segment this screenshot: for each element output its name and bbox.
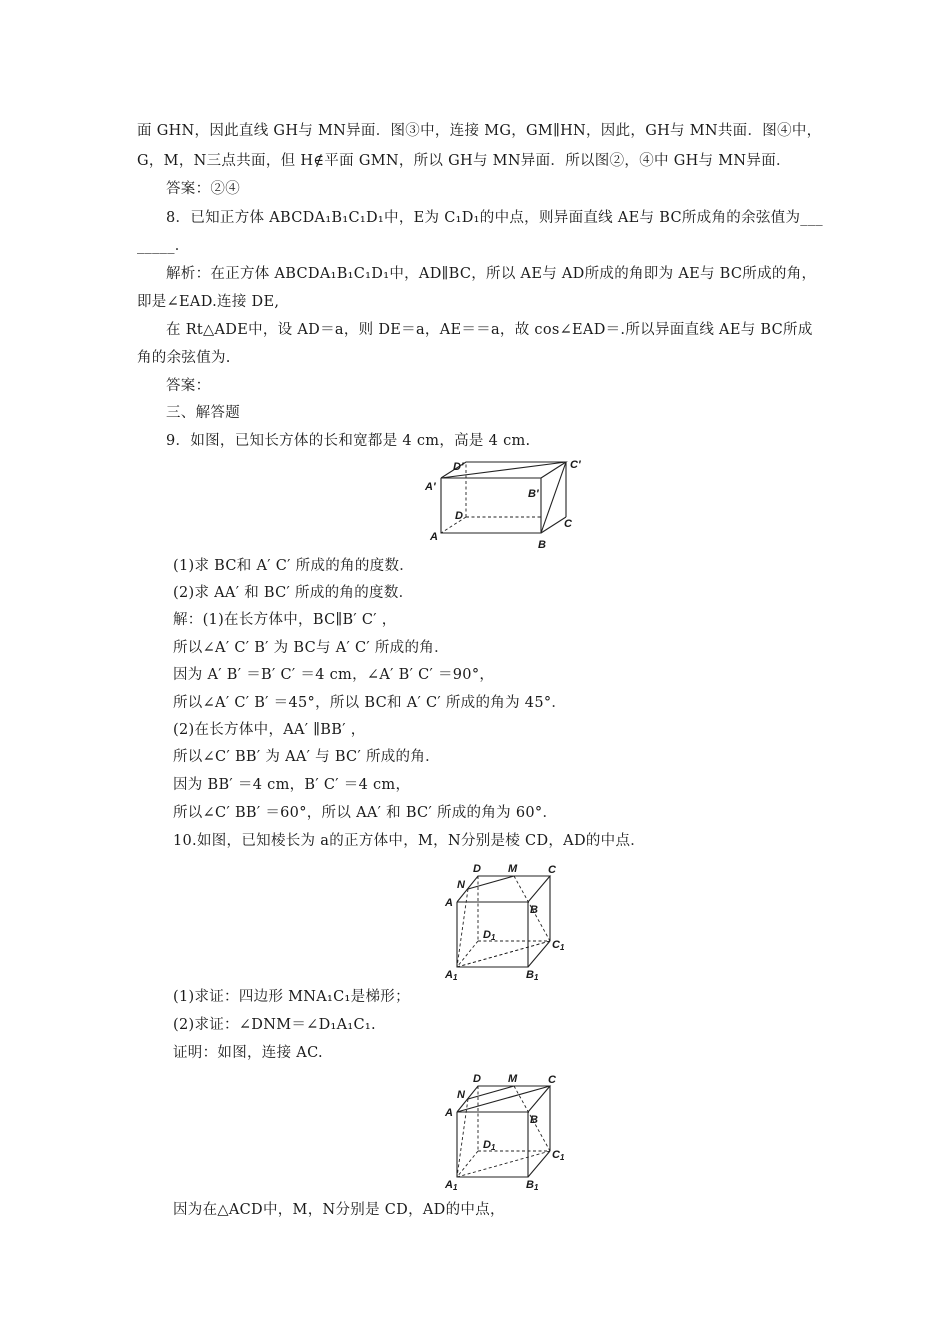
fig2-label: C (548, 864, 556, 876)
fig2-label: A (445, 969, 453, 981)
fig1-label: C′ (570, 459, 581, 471)
fig3-label-sub: 1 (534, 1183, 539, 1192)
fig3-label-sub: 1 (491, 1143, 496, 1152)
answer-line: 答案： (166, 378, 211, 394)
fig3-label: A (445, 1107, 453, 1119)
solution-line: 因为 BB′ ＝4 cm，B′ C′ ＝4 cm， (173, 777, 411, 793)
cube-figure (440, 858, 570, 986)
fig1-label: D (455, 510, 463, 522)
fig1-label: D′ (453, 461, 464, 473)
analysis-line: 解析：在正方体 ABCDA₁B₁C₁D₁中，AD∥BC，所以 AE与 AD所成的角即为 AE与 BC所成的角， (166, 266, 817, 282)
text-line: G，M，N三点共面，但 H∉平面 GMN，所以 GH与 MN异面．所以图②，④中 GH与 MN异面． (137, 153, 791, 169)
section-heading: 三、解答题 (166, 405, 240, 421)
fig2-label: D (483, 929, 491, 941)
fig1-label: C (564, 518, 572, 530)
fig1-label: B (538, 539, 546, 551)
fig2-label: N (457, 879, 465, 891)
fig2-label: B (526, 969, 534, 981)
cuboid-figure (420, 455, 590, 553)
question-9: 9．如图，已知长方体的长和宽都是 4 cm，高是 4 cm. (166, 433, 531, 449)
proof-line: 证明：如图，连接 AC. (173, 1045, 323, 1061)
fig3-label: C (548, 1074, 556, 1086)
proof-line: 因为在△ACD中，M，N分别是 CD，AD的中点， (173, 1202, 505, 1218)
solution-line: 因为 A′ B′ ＝B′ C′ ＝4 cm，∠A′ B′ C′ ＝90°， (173, 667, 495, 683)
question-10-part-2: (2)求证：∠DNM＝∠D₁A₁C₁. (173, 1017, 376, 1033)
fig2-label: B (530, 904, 538, 916)
fig3-label: M (508, 1073, 518, 1085)
solution-line: (2)在长方体中，AA′ ∥BB′ ， (173, 722, 366, 738)
fig2-label: A (445, 897, 453, 909)
question-9-part-1: (1)求 BC和 A′ C′ 所成的角的度数． (173, 558, 415, 574)
fig3-label-sub: 1 (560, 1153, 565, 1162)
fig3-label: C (552, 1149, 560, 1161)
text-line: 在 Rt△ADE中，设 AD＝a，则 DE＝a，AE＝＝a，故 cos∠EAD＝.所以异面直线 AE与 BC所成 (166, 322, 813, 338)
fig3-label: D (473, 1073, 481, 1085)
fig2-label-sub: 1 (453, 973, 458, 982)
fig3-label: D (483, 1139, 491, 1151)
fig3-label: B (526, 1179, 534, 1191)
text-line: 面 GHN，因此直线 GH与 MN异面．图③中，连接 MG，GM∥HN，因此，GH与 MN共面．图④中， (137, 123, 822, 139)
cube-figure-with-ac (440, 1068, 570, 1196)
fig2-label-sub: 1 (491, 933, 496, 942)
fig2-label-sub: 1 (534, 973, 539, 982)
fig3-label-sub: 1 (453, 1183, 458, 1192)
fig1-label: B′ (528, 488, 539, 500)
fig2-label-sub: 1 (560, 943, 565, 952)
question-10-part-1: (1)求证：四边形 MNA₁C₁是梯形； (173, 989, 410, 1005)
question-8: 8．已知正方体 ABCDA₁B₁C₁D₁中，E为 C₁D₁的中点，则异面直线 AE与 BC所成角的余弦值为___ (166, 210, 823, 226)
solution-line: 所以∠C′ BB′ ＝60°，所以 AA′ 和 BC′ 所成的角为 60°． (173, 805, 558, 821)
fig2-label: M (508, 863, 518, 875)
answer-line: 答案：②④ (166, 181, 240, 197)
solution-line: 解：(1)在长方体中，BC∥B′ C′ ， (173, 612, 397, 628)
solution-line: 所以∠A′ C′ B′ ＝45°，所以 BC和 A′ C′ 所成的角为 45°． (173, 695, 567, 711)
text-line: 即是∠EAD.连接 DE, (137, 294, 280, 310)
answer-blank: _____． (137, 238, 190, 254)
fig1-label: A (430, 531, 438, 543)
fig2-label: C (552, 939, 560, 951)
text-line: 角的余弦值为. (137, 350, 231, 366)
question-9-part-2: (2)求 AA′ 和 BC′ 所成的角的度数． (173, 585, 414, 601)
solution-line: 所以∠A′ C′ B′ 为 BC与 A′ C′ 所成的角． (173, 640, 449, 656)
solution-line: 所以∠C′ BB′ 为 AA′ 与 BC′ 所成的角． (173, 749, 440, 765)
fig3-label: N (457, 1089, 465, 1101)
fig3-label: B (530, 1114, 538, 1126)
question-10: 10.如图，已知棱长为 a的正方体中，M，N分别是棱 CD，AD的中点． (173, 833, 646, 849)
fig2-label: D (473, 863, 481, 875)
fig1-label: A′ (425, 481, 436, 493)
fig3-label: A (445, 1179, 453, 1191)
